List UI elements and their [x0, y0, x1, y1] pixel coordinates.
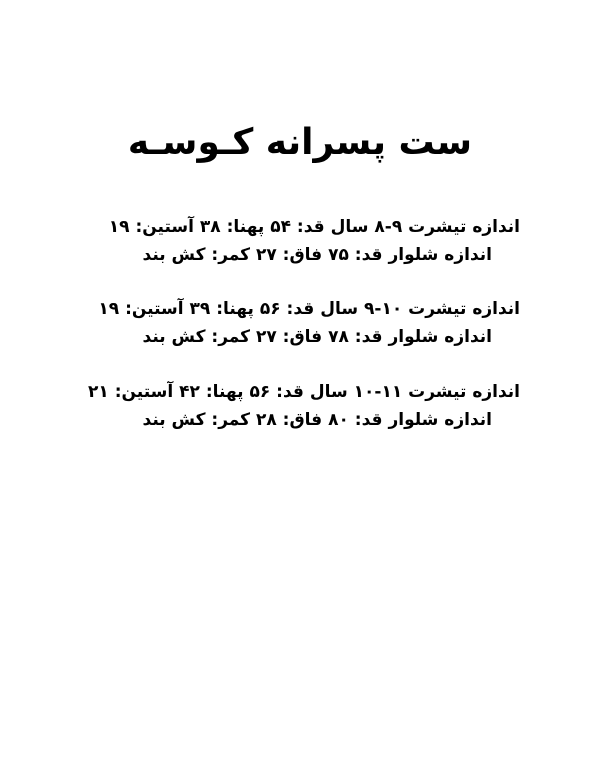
size-group-9-10: [60, 295, 520, 351]
shirt-size-line: اندازه تیشرت ۱۰-۹ سال قد: ۵۶ پهنا: ۳۹ آستین: ۱۹: [98, 299, 520, 319]
page-title: ست پسرانه کـوسـه: [127, 122, 473, 163]
size-group-8-9: [60, 213, 520, 269]
size-group-10-11: [60, 378, 520, 434]
shirt-size-line: اندازه تیشرت ۹-۸ سال قد: ۵۴ پهنا: ۳۸ آستین: ۱۹: [108, 217, 520, 237]
pants-size-line: اندازه شلوار قد: ۷۸ فاق: ۲۷ کمر: کش بند: [142, 327, 492, 347]
shirt-size-line: اندازه تیشرت ۱۱-۱۰ سال قد: ۵۶ پهنا: ۴۲ آستین: ۲۱: [88, 382, 520, 402]
pants-size-line: اندازه شلوار قد: ۸۰ فاق: ۲۸ کمر: کش بند: [142, 410, 492, 430]
pants-size-line: اندازه شلوار قد: ۷۵ فاق: ۲۷ کمر: کش بند: [142, 245, 492, 265]
